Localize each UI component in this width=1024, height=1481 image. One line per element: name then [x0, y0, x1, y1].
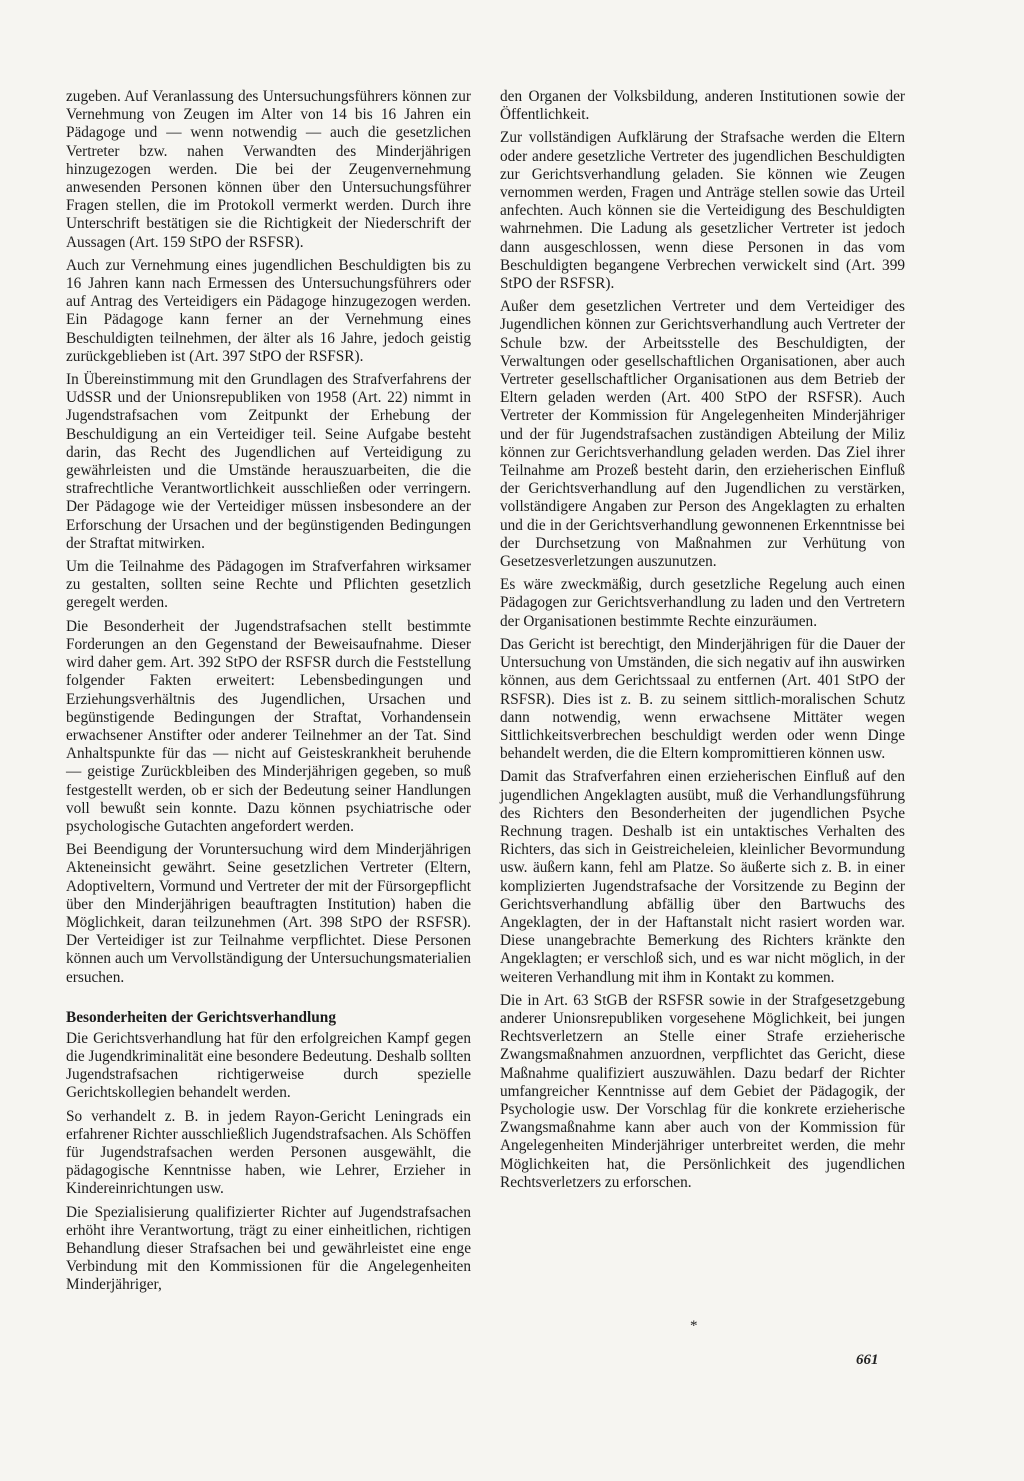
paragraph: Die Besonderheit der Jugendstrafsachen stellt bestimmte Forderungen an den Gegenstand der Beweisaufnahme. Dieser wird daher gem. Art. 392 StPO der RSFSR durch die Feststellung folgender Fakten erweitert: Lebensbedingungen und Erziehungsverhältnis des Jugendlichen, Ursachen und begünstigende Bedingungen der Straftat, Vorhandensein erwachsener Anstifter oder anderer Teilnehmer an der Tat. Sind Anhaltspunkte für das — nicht auf Geisteskrankheit beruhende — geistige Zurückbleiben des Minderjährigen gegeben, so muß festgestellt werden, ob er sich der Bedeutung seiner Handlungen voll bewußt sein konnte. Dazu können psychiatrische oder psychologische Gutachten angefordert werden. — [66, 617, 471, 835]
paragraph: Die in Art. 63 StGB der RSFSR sowie in der Strafgesetzgebung anderer Unionsrepubliken vorgesehene Möglichkeit, bei jungen Rechtsverletzern an Stelle einer Strafe erzieherische Zwangsmaßnahmen anzuordnen, verpflichtet das Gericht, diese Maßnahme qualifiziert auszuwählen. Dazu bedarf der Richter umfangreicher Kenntnisse auf dem Gebiet der Pädagogik, der Psychologie usw. Der Vorschlag für die konkrete erzieherische Zwangsmaßnahme kann aber auch von der Kommission für Angelegenheiten Minderjähriger unterbreitet werden, die mehr Möglichkeiten hat, die Persönlichkeit des jugendlichen Rechtsverletzers zu erforschen. — [500, 991, 905, 1191]
paragraph: Zur vollständigen Aufklärung der Strafsache werden die Eltern oder andere gesetzliche Vertreter des jugendlichen Beschuldigten zur Gerichtsverhandlung geladen. Sie können wie Zeugen vernommen werden, Fragen und Anträge stellen sowie das Urteil anfechten. Auch können sie die Verteidigung des Beschuldigten wahrnehmen. Die Ladung als gesetzlicher Vertreter ist jedoch dann ausgeschlossen, wenn diese Personen in das vom Beschuldigten begangene Verbrechen verwickelt sind (Art. 399 StPO der RSFSR). — [500, 129, 905, 293]
asterisk-marker: * — [690, 1318, 698, 1334]
paragraph: Die Spezialisierung qualifizierter Richter auf Jugendstrafsachen erhöht ihre Verantwortung, trägt zu einer einheitlichen, richtigen Behandlung dieser Strafsachen bei und gewährleistet eine enge Verbindung mit den Kommissionen für die Angelegenheiten Minderjähriger, — [66, 1203, 471, 1294]
page-number: 661 — [856, 1352, 879, 1368]
paragraph: Auch zur Vernehmung eines jugendlichen Beschuldigten bis zu 16 Jahren kann nach Ermessen des Untersuchungsführers oder auf Antrag des Verteidigers ein Pädagoge hinzugezogen werden. Ein Pädagoge kann ferner an der Vernehmung eines Beschuldigten teilnehmen, der älter als 16 Jahre, jedoch geistig zurückgeblieben ist (Art. 397 StPO der RSFSR). — [66, 256, 471, 365]
paragraph: Um die Teilnahme des Pädagogen im Strafverfahren wirksamer zu gestalten, sollten seine Rechte und Pflichten gesetzlich geregelt werden. — [66, 558, 471, 612]
paragraph: Damit das Strafverfahren einen erzieherischen Einfluß auf den jugendlichen Angeklagten ausübt, muß die Verhandlungsführung des Richters den Besonderheiten der jugendlichen Psyche Rechnung tragen. Deshalb ist ein untaktisches Verhalten des Richters, das sich in Geistreicheleien, kleinlicher Bevormundung usw. äußern kann, fehl am Platze. So äußerte sich z. B. in einer komplizierten Jugendstrafsache der Vorsitzende zu Beginn der Gerichtsverhandlung abfällig über den Bartwuchs des Angeklagten, der in der Haftanstalt nicht rasiert worden war. Diese unangebrachte Bemerkung des Richters kränkte den Angeklagten; er verschloß sich, und es war nicht möglich, in der weiteren Verhandlung mit ihm in Kontakt zu kommen. — [500, 768, 905, 986]
paragraph: Bei Beendigung der Voruntersuchung wird dem Minderjährigen Akteneinsicht gewährt. Seine gesetzlichen Vertreter (Eltern, Adoptiveltern, Vormund und Vertreter der mit der Fürsorgepflicht über den Minderjährigen beauftragten Institution) haben die Möglichkeit, daran teilzunehmen (Art. 398 StPO der RSFSR). Der Verteidiger ist zur Teilnahme verpflichtet. Diese Personen können auch um Vervollständigung der Untersuchungsmaterialien ersuchen. — [66, 841, 471, 986]
paragraph: Außer dem gesetzlichen Vertreter und dem Verteidiger des Jugendlichen können zur Gerichtsverhandlung auch Vertreter der Schule bzw. der Arbeitsstelle des Beschuldigten, der Verwaltungen oder gesellschaftlichen Organisationen, aber auch Vertreter gesellschaftlicher Organisationen aus dem Betrieb der Eltern geladen werden (Art. 400 StPO der RSFSR). Auch Vertreter der Kommission für Angelegenheiten Minderjähriger und der für Jugendstrafsachen zuständigen Abteilung der Miliz können zur Gerichtsverhandlung geladen werden. Das Ziel ihrer Teilnahme am Prozeß besteht darin, den erzieherischen Einfluß der Gerichtsverhandlung auf den Jugendlichen zu verstärken, vollständigere Angaben zur Person des Angeklagten zu erhalten und die in der Gerichtsverhandlung gewonnenen Erkenntnisse bei der Durchsetzung von Maßnahmen zur Verhütung von Gesetzesverletzungen auszunutzen. — [500, 298, 905, 571]
paragraph: zugeben. Auf Veranlassung des Untersuchungsführers können zur Vernehmung von Zeugen im Alter von 14 bis 16 Jahren ein Pädagoge und — wenn notwendig — auch die gesetzlichen Vertreter bzw. nahen Verwandten des Minderjährigen hinzugezogen werden. Die bei der Zeugenvernehmung anwesenden Personen können über den Untersuchungsführer Fragen stellen, die im Protokoll vermerkt werden. Durch ihre Unterschrift bestätigen sie die Richtigkeit der Niederschrift der Aussagen (Art. 159 StPO der RSFSR). — [66, 88, 471, 251]
paragraph: In Übereinstimmung mit den Grundlagen des Strafverfahrens der UdSSR und der Unionsrepubliken von 1958 (Art. 22) nimmt in Jugendstrafsachen vom Zeitpunkt der Erhebung der Beschuldigung an ein Verteidiger teil. Seine Aufgabe besteht darin, das Recht des Jugendlichen auf Verteidigung zu gewährleisten und die Umstände herauszuarbeiten, die die strafrechtliche Verantwortlichkeit ausschließen oder verringern. Der Pädagoge wie der Verteidiger müssen insbesondere an der Erforschung der Ursachen und der begünstigenden Bedingungen der Straftat mitwirken. — [66, 371, 471, 552]
right-text-column — [500, 88, 905, 1197]
paragraph: So verhandelt z. B. in jedem Rayon-Gericht Leningrads ein erfahrener Richter ausschließlich Jugendstrafsachen. Als Schöffen für Jugendstrafsachen werden Personen ausgewählt, die pädagogische Kenntnisse haben, wie Lehrer, Erzieher in Kindereinrichtungen usw. — [66, 1107, 471, 1198]
paragraph: Das Gericht ist berechtigt, den Minderjährigen für die Dauer der Untersuchung von Umständen, die sich negativ auf ihn auswirken können, aus dem Gerichtssaal zu entfernen (Art. 401 StPO der RSFSR). Dies ist z. B. zu seinem sittlich-moralischen Schutz dann notwendig, wenn erwachsene Mittäter wegen Sittlichkeitsverbrechen beschuldigt werden oder wenn Dinge behandelt werden, die die Eltern kompromittieren können usw. — [500, 635, 905, 763]
paragraph: Es wäre zweckmäßig, durch gesetzliche Regelung auch einen Pädagogen zur Gerichtsverhandlung zu laden und den Vertretern der Organisationen bestimmte Rechte einzuräumen. — [500, 576, 905, 630]
left-text-column — [66, 88, 471, 1300]
section-heading: Besonderheiten der Gerichtsverhandlung — [66, 1008, 336, 1026]
paragraph: Die Gerichtsverhandlung hat für den erfolgreichen Kampf gegen die Jugendkriminalität eine besondere Bedeutung. Deshalb sollten Jugendstrafsachen richtigerweise durch spezielle Gerichtskollegien behandelt werden. — [66, 1029, 471, 1102]
paragraph: den Organen der Volksbildung, anderen Institutionen sowie der Öffentlichkeit. — [500, 88, 905, 124]
